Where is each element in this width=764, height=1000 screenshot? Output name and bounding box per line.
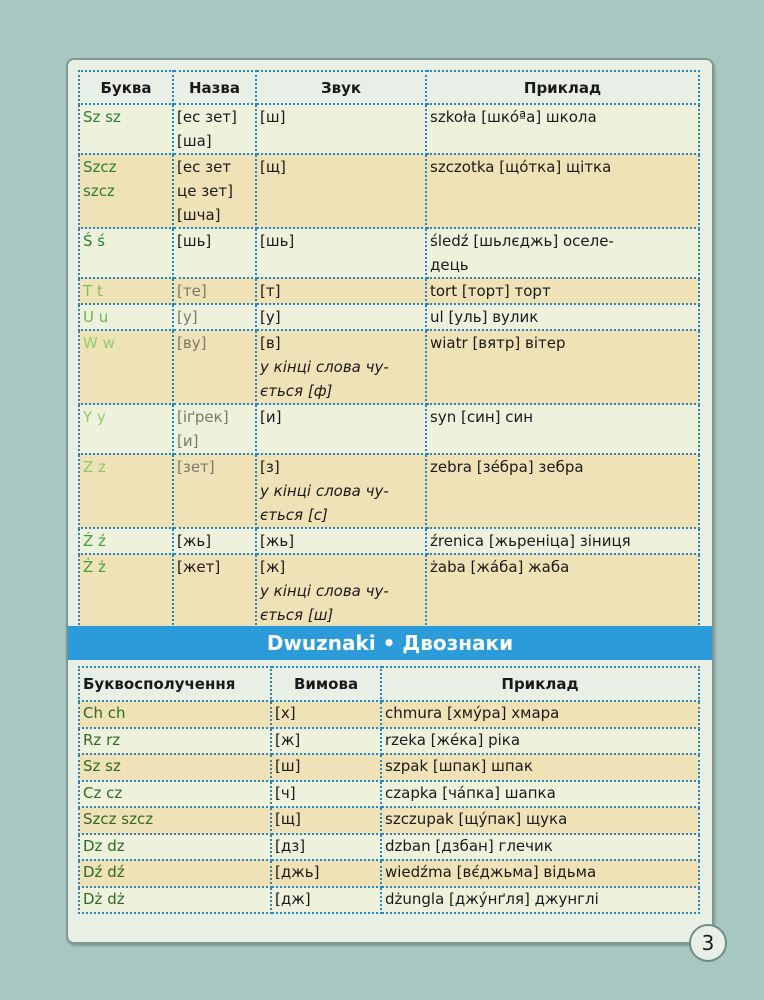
table-row	[79, 228, 699, 278]
cell-line: ul [уль] вулик	[430, 308, 539, 326]
table-row	[79, 104, 699, 154]
letter	[79, 528, 173, 554]
sound	[256, 228, 426, 278]
digraph-table	[78, 666, 700, 914]
example	[426, 154, 699, 228]
table-row	[79, 887, 699, 914]
cell-line: śledź [шьлєджь] оселе-	[430, 232, 614, 250]
cell-line: szczotka [щóтка] щітка	[430, 158, 612, 176]
header-letter: Буква	[79, 71, 173, 104]
cell-line: ється [ф]	[260, 382, 333, 400]
letter	[79, 304, 173, 330]
digraph: Szcz szcz	[79, 807, 271, 834]
sound	[256, 454, 426, 528]
cell-line: ється [с]	[260, 506, 328, 524]
letter	[79, 278, 173, 304]
cell-line: у кінці слова чу-	[260, 482, 389, 500]
cell-line: [зет]	[177, 458, 215, 476]
cell-line: [ж]	[260, 558, 286, 576]
sound	[256, 404, 426, 454]
sound	[256, 304, 426, 330]
table-row	[79, 728, 699, 755]
table-row	[79, 330, 699, 404]
cell-line: tort [торт] торт	[430, 282, 551, 300]
digraph: Ch ch	[79, 701, 271, 728]
cell-line: [у]	[260, 308, 281, 326]
pronunciation: [дж]	[271, 887, 381, 914]
letter-cell: T t	[83, 282, 103, 300]
letter-name	[173, 228, 256, 278]
cell-line: у кінці слова чу-	[260, 358, 389, 376]
cell-line: [и]	[260, 408, 282, 426]
table-row	[79, 701, 699, 728]
pronunciation: [ж]	[271, 728, 381, 755]
letter-name	[173, 278, 256, 304]
alphabet-table	[78, 70, 700, 629]
sound	[256, 278, 426, 304]
digraph: Dż dż	[79, 887, 271, 914]
cell-line: [и]	[177, 432, 199, 450]
letter-cell: Ż ż	[83, 558, 106, 576]
cell-line: [ес зет	[177, 158, 232, 176]
header-pronunciation: Вимова	[271, 667, 381, 701]
letter-name	[173, 304, 256, 330]
letter	[79, 228, 173, 278]
page-number: 3	[689, 924, 727, 962]
pronunciation: [ш]	[271, 754, 381, 781]
letter-cell: Sz sz	[83, 108, 121, 126]
letter	[79, 330, 173, 404]
cell-line: ється [ш]	[260, 606, 334, 624]
example: dżungla [джýнґля] джунглі	[381, 887, 699, 914]
example	[426, 330, 699, 404]
example: szpak [шпак] шпак	[381, 754, 699, 781]
cell-line: [шь]	[260, 232, 295, 250]
example: dzban [дзбан] глечик	[381, 834, 699, 861]
example	[426, 404, 699, 454]
cell-line: zebra [зéбра] зебра	[430, 458, 584, 476]
table-header-row	[79, 667, 699, 701]
example: szczupak [щýпак] щука	[381, 807, 699, 834]
table-row	[79, 807, 699, 834]
table-header-row	[79, 71, 699, 104]
header-example: Приклад	[381, 667, 699, 701]
pronunciation: [джь]	[271, 860, 381, 887]
cell-line: у кінці слова чу-	[260, 582, 389, 600]
example	[426, 304, 699, 330]
sound-note	[260, 579, 422, 627]
cell-line: [ша]	[177, 132, 212, 150]
example	[426, 454, 699, 528]
example	[426, 554, 699, 628]
cell-line: [жь]	[177, 532, 212, 550]
cell-line: wiatr [вятр] вітер	[430, 334, 566, 352]
cell-line: [з]	[260, 458, 280, 476]
cell-line: [шча]	[177, 206, 221, 224]
letter-cell: Z z	[83, 458, 106, 476]
example: wiedźma [вє́джьма] відьма	[381, 860, 699, 887]
table-row	[79, 154, 699, 228]
letter-cell: Y y	[83, 408, 106, 426]
sound	[256, 104, 426, 154]
cell-line: це зет]	[177, 182, 234, 200]
header-name: Назва	[173, 71, 256, 104]
pronunciation: [ч]	[271, 781, 381, 808]
digraph: Cz cz	[79, 781, 271, 808]
table-row	[79, 860, 699, 887]
cell-line: [у]	[177, 308, 198, 326]
cell-line: [ш]	[260, 108, 286, 126]
sound	[256, 554, 426, 628]
example	[426, 104, 699, 154]
table-row	[79, 834, 699, 861]
cell-line: [ес зет]	[177, 108, 237, 126]
letter-name	[173, 528, 256, 554]
header-sound: Звук	[256, 71, 426, 104]
table-row	[79, 781, 699, 808]
pronunciation: [х]	[271, 701, 381, 728]
cell-line: [іґрек]	[177, 408, 229, 426]
letter	[79, 104, 173, 154]
table-row	[79, 454, 699, 528]
cell-line: syn [син] син	[430, 408, 534, 426]
cell-line: [шь]	[177, 232, 212, 250]
cell-line: [в]	[260, 334, 281, 352]
letter-cell: Ś ś	[83, 232, 106, 250]
cell-line: [ву]	[177, 334, 207, 352]
table-row	[79, 528, 699, 554]
table-row	[79, 554, 699, 628]
letter-name	[173, 154, 256, 228]
letter-cell: Szcz szcz	[83, 158, 117, 200]
letter-name	[173, 330, 256, 404]
sound	[256, 154, 426, 228]
cell-line: [щ]	[260, 158, 286, 176]
letter-cell: Ź ź	[83, 532, 106, 550]
letter	[79, 404, 173, 454]
letter-cell: U u	[83, 308, 109, 326]
cell-line: szkoła [шкóªа] школа	[430, 108, 597, 126]
example	[426, 228, 699, 278]
cell-line: дець	[430, 256, 469, 274]
sound	[256, 528, 426, 554]
cell-line: źrenica [жьреніца] зіниця	[430, 532, 631, 550]
sound-note	[260, 355, 422, 403]
example: rzeka [жéка] ріка	[381, 728, 699, 755]
cell-line: [т]	[260, 282, 281, 300]
sound-note	[260, 479, 422, 527]
letter-name	[173, 404, 256, 454]
cell-line: [жь]	[260, 532, 295, 550]
letter-name	[173, 554, 256, 628]
letter	[79, 154, 173, 228]
pronunciation: [дз]	[271, 834, 381, 861]
letter-name	[173, 104, 256, 154]
digraph: Sz sz	[79, 754, 271, 781]
sound	[256, 330, 426, 404]
table-row	[79, 278, 699, 304]
header-example: Приклад	[426, 71, 699, 104]
letter-name	[173, 454, 256, 528]
header-digraph: Буквосполучення	[79, 667, 271, 701]
table-row	[79, 404, 699, 454]
table-row	[79, 754, 699, 781]
letter-cell: W w	[83, 334, 115, 352]
cell-line: [жет]	[177, 558, 221, 576]
letter	[79, 454, 173, 528]
digraph: Dz dz	[79, 834, 271, 861]
content-panel	[66, 58, 714, 944]
cell-line: żaba [жáба] жаба	[430, 558, 570, 576]
cell-line: [те]	[177, 282, 207, 300]
pronunciation: [щ]	[271, 807, 381, 834]
example	[426, 278, 699, 304]
table-row	[79, 304, 699, 330]
section-banner: Dwuznaki • Двознаки	[68, 626, 712, 660]
digraph: Rz rz	[79, 728, 271, 755]
example: czapka [чáпка] шапка	[381, 781, 699, 808]
letter	[79, 554, 173, 628]
example: chmura [хмýра] хмара	[381, 701, 699, 728]
example	[426, 528, 699, 554]
digraph: Dź dź	[79, 860, 271, 887]
